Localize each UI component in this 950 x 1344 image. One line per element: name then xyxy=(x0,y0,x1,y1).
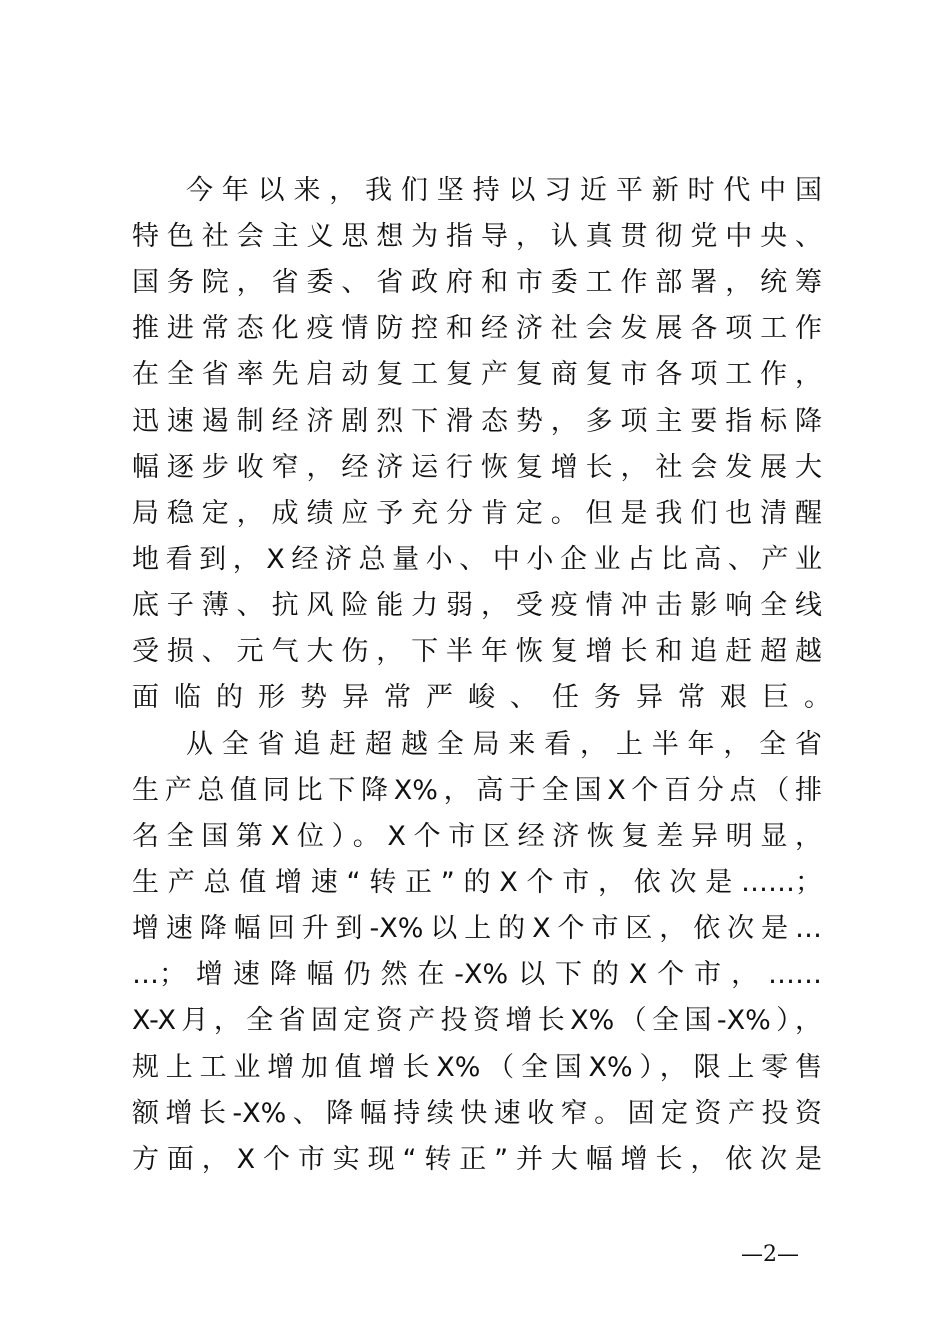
text-line: 面临的形势异常严峻、任务异常艰巨。 xyxy=(132,682,846,713)
text-line: …；增速降幅仍然在-X%以下的X个市，…… xyxy=(132,959,822,990)
text-line: 推进常态化疫情防控和经济社会发展各项工作 xyxy=(132,313,822,344)
text-line: X-X月，全省固定资产投资增长X%（全国-X%）， xyxy=(132,1005,822,1036)
text-line: 从全省追赶超越全局来看，上半年，全省 xyxy=(186,729,822,760)
text-line: 国务院，省委、省政府和市委工作部署，统筹 xyxy=(132,267,822,298)
text-line: 名全国第X位）。X个市区经济恢复差异明显， xyxy=(132,821,822,852)
text-line: 局稳定，成绩应予充分肯定。但是我们也清醒 xyxy=(132,498,822,529)
text-line: 方面，X个市实现“转正”并大幅增长，依次是 xyxy=(132,1144,822,1175)
text-line: 额增长-X%、降幅持续快速收窄。固定资产投资 xyxy=(132,1098,822,1129)
text-line: 规上工业增加值增长X%（全国X%），限上零售 xyxy=(132,1052,822,1083)
text-line: 今年以来，我们坚持以习近平新时代中国 xyxy=(186,175,822,206)
text-line: 地看到，X经济总量小、中小企业占比高、产业 xyxy=(132,544,822,575)
text-line: 增速降幅回升到-X%以上的X个市区，依次是… xyxy=(132,913,822,944)
text-line: 受损、元气大伤，下半年恢复增长和追赶超越 xyxy=(132,636,822,667)
text-line: 生产总值增速“转正”的X个市，依次是……； xyxy=(132,867,822,898)
text-line: 在全省率先启动复工复产复商复市各项工作， xyxy=(132,359,822,390)
text-line: 特色社会主义思想为指导，认真贯彻党中央、 xyxy=(132,221,822,252)
text-line: 迅速遏制经济剧烈下滑态势，多项主要指标降 xyxy=(132,406,822,437)
text-line: 生产总值同比下降X%，高于全国X个百分点（排 xyxy=(132,775,822,806)
text-line: 幅逐步收窄，经济运行恢复增长，社会发展大 xyxy=(132,452,822,483)
page-number: —2— xyxy=(741,1242,799,1267)
text-line: 底子薄、抗风险能力弱，受疫情冲击影响全线 xyxy=(132,590,822,621)
